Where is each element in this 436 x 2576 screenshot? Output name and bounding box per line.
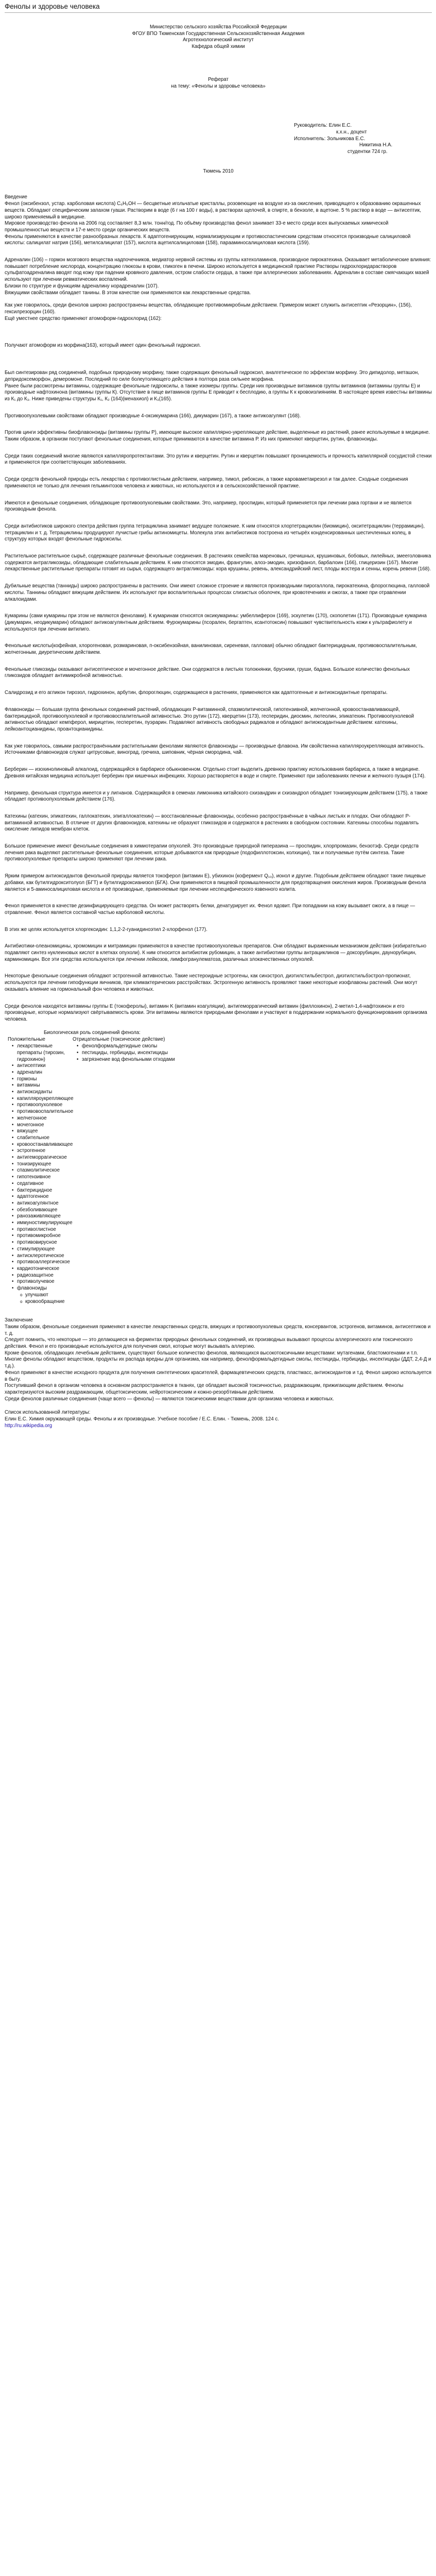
author-line: Исполнитель: Зольникова Е.С. xyxy=(294,135,365,142)
section-heading-conclusion: Заключение xyxy=(5,1317,33,1324)
body-paragraph: Адреналин (106) – гормон мозгового вещества надпочечников, медиатор нервной системы из группы катехоламинов, производное пирокатехина. Оказывает метаболические влияния: повышает потребление кислорода, концентрацию глюкозы в крови, гликоген в печени. Широко используется в медицинской практике Растворы гидрохлоридарастворов сульфатоадреналина вводят под кожу при падении кровяного давления, остром слабости сердца, а также при аллергических заболеваниях. Адреналин в составе смягчающих мазей используют при лечении ревматических воспалений. xyxy=(5,257,431,283)
bio-list-item: • загрязнение вод фенольными отходами xyxy=(77,1057,242,1063)
bio-heading: Биологическая роль соединений фенола: xyxy=(44,1029,141,1036)
bio-list-item: • противоаллергическое xyxy=(12,1259,69,1266)
body-paragraph: Ярким примером антиоксидантов фенольной природы является токоферол (витамин E), убихинон (кофермент Q₁₀), ионол и другие. Подобным действием обладают такие пищевые добавки, как бутилгидрокситолуол (БГТ) и бутилгидроксианизол (БГА). Они применяются в пищевой промышленности для предотвращения окисления жиров. Производным фенола является и 5-аминосалициловая кислота и её производные, применяемые при лечении неспецифического язвенного колита. xyxy=(5,873,426,892)
body-paragraph: Мировое производство фенола на 2006 год составляет 8,3 млн. тонн/год. По объёму производства фенол занимает 33-е место среди всех выпускаемых химической промышленностью веществ и 17-е место среди органических веществ. xyxy=(5,221,389,233)
author-line-2: Никитина Н.А. xyxy=(359,142,393,148)
bio-negative-column xyxy=(69,1037,242,1305)
bio-list-item: • адаптогенное xyxy=(12,1194,69,1200)
bio-list-item: • противовоспалительное xyxy=(12,1109,69,1115)
body-paragraph: Фенольные гликозиды оказывают антисептическое и мочегонное действие. Они содержатся в листьях толокнянки, брусники, груши, бадана. Большое количество фенольных гликозидов обладает антимикробной активностью. xyxy=(5,666,410,679)
conclusion-paragraph: Кроме фенолов, обладающих лечебным действием, существуют большое количество фенолов, являющихся высокотоксичными веществами: мутагенами, бластомогенами и т.п. Многие фенолы обладают веществом, продукты их распада вредны для организма, как например, фенолформальдегидные смолы, пестициды, гербициды, инсектициды (ДДТ, 2,4-Д и т.д.). xyxy=(5,1350,431,1369)
body-paragraph: Среди фенолов находятся витамины группы E (токоферолы), витамин K (витамин коагуляции), антигеморрагический витамин (филлохинон), 2-метил-1,4-нафтохинон и его производные, которые нормализуют свёртываемость крови. Эти витамины являются природными фенолами и участвуют в поддержании нормального функционирования организма человека. xyxy=(5,1003,427,1022)
body-paragraph: Среди средств фенольной природы есть лекарства с противоглистным действием, например, тимол, рибоксин, а также кароваметакрезол и так далее. Сходные соединения применяются не только для лечения гельминтозов человека и животных, но используются и в сельскохозяйственной практике. xyxy=(5,477,408,489)
signature-block xyxy=(5,123,432,156)
bio-list-item: • иммуностимулирующее xyxy=(12,1220,69,1227)
bio-list-item: • стимулирующее xyxy=(12,1246,69,1253)
document-page xyxy=(0,3,436,1439)
bio-positive-heading: Положительные xyxy=(8,1037,45,1043)
body-paragraph: Берберин — изохинолиновый алкалоид, содержащийся в барбарисе обыкновенном. Отдельно стоит выделить древнюю практику использования барбариса, а также в медицине. Древняя китайская медицина использует берберин при кишечных инфекциях. Хорошо растворяется в воде и спирте. Применяют при заболеваниях печени и желчного пузыря (174). xyxy=(5,767,426,779)
conclusion-section xyxy=(5,1317,432,1402)
body-paragraph: Например, фенольная структура имеется и у лигнанов. Содержащийся в семенах лимонника китайского схизандрин и схизандрол обладает тонизирующим действием (175), а также обладает противоопухолевым действием (176). xyxy=(5,790,428,803)
body-paragraph: Антибиотики-олеаномицины, хромомицин и митрамицин применяются в качестве противоопухолевых препаратов. Они обладают выраженным механизмом действия (избирательно подавляют синтез нуклеиновых кислот в клетках опухоли). К ним относится антибиотик рубомицин, а также антибиотики группы антрациклинов — доксорубицин, даунорубицин, карминомицин. Все эти средства используются при лечении лейкозов, лимфогранулематоза, различных злокачественных опухолей. xyxy=(5,943,427,962)
essay-body xyxy=(5,194,432,1023)
bio-negative-heading: Отрицательные (токсическое действие) xyxy=(73,1037,165,1043)
conclusion-paragraph: Таким образом, фенольные соединения применяют в качестве лекарственных средств, вяжущих и противоопухолевых средств, консервантов, эстрогенов, витаминов, антисептиков и т. д. xyxy=(5,1324,431,1336)
body-paragraph: Имеются и фенольные соединения, обладающие противоопухолевыми свойствами. Это, например, проспидин, который применяется при лечении рака гортани и не является производным фенола. xyxy=(5,500,412,513)
bio-list-item: o кровообращение xyxy=(12,1299,69,1306)
bio-list-item: • противомикробное xyxy=(12,1233,69,1240)
bio-list-item: • флавоноиды xyxy=(12,1285,69,1292)
body-paragraph: Катехины (катехин, эпикатехин, галлокатехин, эпигаллокатехин) — восстановленные флавоноиды, особенно распространённые в чайных листьях и плодах. Они обладают P-витаминной активностью. В отличие от других флавоноидов, катехины не образуют гликозидов и содержатся в растениях в свободном состоянии. Катехины способны подавлять окисление липидов мембран клеток. xyxy=(5,813,419,833)
source-link[interactable]: http://ru.wikipedia.org xyxy=(5,1422,53,1429)
essay-topic: на тему: «Фенолы и здоровье человека» xyxy=(171,83,266,89)
body-paragraph: Фенол применяется в качестве дезинфицирующего средства. Он может растворять белки, денатурирует их. Фенол ядовит. При попадании на кожу вызывает ожоги, а в пище — отравление. Фенол является составной частью карболовой кислоты. xyxy=(5,903,415,916)
body-paragraph: Фенолы применяются в качестве разнообразных лекарств. К адаптогенирующим, нормализирующим и противоспастическим средствам относятся производные салициловой кислоты: салицилат натрия (156), метилсалицилат (157), кислота ацетилсалициловая (158), парааминосалициловая кислота (159). xyxy=(5,233,411,246)
body-paragraph: Близки по структуре и функциям адреналину норадреналин (107). xyxy=(5,283,159,289)
bio-list-item: • кардиотоническое xyxy=(12,1266,69,1273)
bio-list-item: • противоглистное xyxy=(12,1227,69,1233)
bio-list-item: • тонизирующее xyxy=(12,1161,69,1168)
bio-list-item: • капилляроукрепляющее xyxy=(12,1096,69,1103)
conclusion-paragraph: Поступивший фенол в организм человека в основном распространяется в тканях, где обладает высокой токсичностью, раздражающим, прижигающим действием. Фенолы характеризуются высоким раздражающим, общетоксическим, нейротоксическим и кожно-резорбтивным действием. xyxy=(5,1383,404,1395)
bio-list-item: • эстрогенное xyxy=(12,1148,69,1155)
body-paragraph: Фенольные кислоты(кофейная, хлорогеновая, розмариновая, п-оксибензойная, ванилиновая, сиреневая, галловая) обычно обладают бактерицидным, противовоспалительным, желчегонным, диуретическим действием. xyxy=(5,643,417,656)
body-paragraph: Вяжущими свойствами обладает танины. В этом качестве они применяются как лекарственные средства. xyxy=(5,290,251,296)
bio-list-item: • ранозаживляющее xyxy=(12,1213,69,1220)
header-line: Агротехнологический институт xyxy=(183,37,254,43)
body-paragraph: Растительное растительное сырьё, содержащее различные фенольные соединения. В растениях семейства мареновых, гречишных, крушиновых, бобовых, лилейных, змееголовника содержатся антрагликозиды, обладающие слабительным действием. К ним относятся эмодин, франгулин, алоэ-эмодин, хризофанол, барбалоин (166), глицеризин (167). Многие лекарственные растительные препараты готовят из сырья, содержащего антрагликозиды: кора крушины, ревень, александрийский лист, плоды жостера и сенны, корень ревеня (168). xyxy=(5,553,431,572)
bio-list-item: • противолучевое xyxy=(12,1279,69,1285)
bio-list-item: • радиозащитное xyxy=(12,1273,69,1279)
bio-positive-column xyxy=(5,1037,74,1305)
bio-list-item: • витамины xyxy=(12,1082,69,1089)
body-paragraph: Ранее были рассмотрены витамины, содержащие фенольные гидроксилы, а также изомеры группы. Среди них производные витаминов группы витаминов (витамины группы Е) и производные нафтохинона (витамины группы К). Отсутствие в пище витаминов группы Е приводит к бесплодию, а группы К к кровоизлияниям. В настоящее время известны витамины из К₁ до К₃. Ниже приведены структуры К₁, К₂ (164)(менахиол) и К₃(165). xyxy=(5,383,432,402)
body-paragraph: Некоторые фенольные соединения обладают эстрогенной активностью. Такие нестероидные эстрогены, как синэстрол, диэтилстильбестрол, диэтилстильбэстрол-пропионат, используются при лечении гипофункции яичников, при климактерических расстройствах. Эстрогенную активность проявляют также некоторые изофлавоны растений. Они могут оказывать влияние на гормональный фон человека и животных. xyxy=(5,973,417,992)
bio-list-item: • гипотензивное xyxy=(12,1174,69,1181)
body-paragraph: Кумарины (сами кумарины при этом не являются фенолами). К кумаринам относятся оксикумарины: умбеллиферон (169), эскулетин (170), скополетин (171). Производные кумарина (дикумарин, неодикумарин) обладают антикоагулянтным действием. Фурокумарины (псорален, бергаптен, ксантотоксин) повышают чувствительность кожи к ультрафиолету и используются при лечении витилиго. xyxy=(5,613,427,632)
body-paragraph: Против цинги эффективны биофлавоноиды (витамины группы Р), имеющие высокое капиллярно-укрепляющее действие, выделенные из растений, ранее используемые в медицине. Таким образом, в организм поступают фенольные соединения, которые принимаются в качестве витамина Р. Из них применяют кверцетин, рутин, флавоноиды. xyxy=(5,430,430,443)
body-paragraph: Противоопухолевыми свойствами обладают производные 4-оксикумарина (166), дикумарин (167), а также антикоагулянт (168). xyxy=(5,413,301,419)
bio-list-item: • антиоксиданты xyxy=(12,1089,69,1096)
sources-section xyxy=(5,1410,432,1429)
conclusion-paragraph: Фенол применяют в качестве исходного продукта для получения синтетических красителей, фармацевтических средств, пластмасс, антиоксидантов и т.д. Фенол широко используется в быту. xyxy=(5,1369,431,1382)
bio-table xyxy=(5,1037,432,1305)
bio-list-item: • антикоагулянтное xyxy=(12,1200,69,1207)
bio-list-item: • лекарственные препараты (тирозин, гидрохинон) xyxy=(12,1043,69,1063)
body-paragraph: Большое применение имеют фенольные соединения в химиотерапии опухолей. Это производные природной пиперазина — проспидин, хлорпромазин, бензотэф. Среди средств лечения рака выделяют растительные фенольные соединения, которые добываются как природные (подофиллотоксин, колхицин), так и получаемые путём синтеза. Такие противоопухолевые препараты широко применяют при лечении рака. xyxy=(5,843,419,862)
bio-list-item: • фенолформальдегидные смолы xyxy=(77,1043,242,1050)
essay-block xyxy=(5,77,432,90)
header-line: Министерство сельского хозяйства Российской Федерации xyxy=(149,24,287,30)
section-heading-intro: Введение xyxy=(5,194,27,200)
header-line: ФГОУ ВПО Тюменская Государственная Сельскохозяйственная Академия xyxy=(132,30,305,37)
body-paragraph: Дубильные вещества (танниды) широко распространены в растениях. Они имеют сложное строение и являются производными пирогаллола, пирокатехина, флороглюцина, галловой кислоты. Таннины обладают вяжущим действием. Их используют при воспалительных процессах слизистых оболочек, при кровотечениях и ожогах, а также при отравлении алкалоидами. xyxy=(5,583,430,602)
bio-list-item: • слабительное xyxy=(12,1135,69,1142)
bio-list-item: • антигеморрагическое xyxy=(12,1155,69,1161)
bio-list-item: • противоопухолевое xyxy=(12,1102,69,1109)
body-paragraph: В этих же целях используется хлоргексидин: 1,1,2-2-гуанидиноэтил 2-хлорфенол (177). xyxy=(5,926,207,933)
body-paragraph: Среди таких соединений многие являются капилляропротектантами. Это рутин и кверцетин. Рутин и кверцетин повышают проницаемость и прочность капиллярной сосудистой стенки и применяются при соответствующих заболеваниях. xyxy=(5,453,432,466)
bio-list-item: • противовирусное xyxy=(12,1240,69,1246)
essay-label: Реферат xyxy=(208,76,229,82)
city-year: Тюмень 2010 xyxy=(203,168,234,174)
supervisor-degree: к.х.н., доцент xyxy=(336,129,367,135)
source-item: Елин Е.С. Химия окружающей среды. Фенолы и их производные. Учебное пособие / Е.С. Елин. - Тюмень, 2008. 124 с. xyxy=(5,1416,279,1422)
document-title: Фенолы и здоровье человека xyxy=(5,3,100,10)
body-paragraph: Был синтезирован ряд соединений, подобных природному морфину, также содержащих фенольный гидроксил, аналгетическое по эффектам морфину. Это дипидолор, меташон, депридоксеморфон, демеромоне. Последний по силе болеутоляющего действия в полтора раза сильнее морфина. xyxy=(5,370,420,382)
conclusion-paragraph: Среди фенолов различные соединения (чаще всего — фенолы) — являются токсическими веществами для организма человека и животных. xyxy=(5,1396,334,1402)
body-paragraph: Среди антибиотиков широкого спектра действия группа тетрациклина занимает ведущее положение. К ним относятся хлортетрациклин (биомицин), окситетрациклин (террамицин), тетрациклин и т. д. Тетрациклины продуцируют лучистые грибы актиномицеты. Молекула этих антибиотиков построена из четырёх конденсированных шестичленных колец, в структуру которых входят фенольные гидроксилы. xyxy=(5,523,425,543)
bio-list-item: • антисклеротическое xyxy=(12,1253,69,1260)
bio-list-item: • пестициды, гербициды, инсектициды xyxy=(77,1050,242,1057)
bio-list-item: • седативное xyxy=(12,1181,69,1188)
body-paragraph: Салидрозид и его агликон тирозол, гидрохинон, арбутин, флороглюцин, содержащиеся в растениях, применяются как адаптогенные и антиоксидантные препараты. xyxy=(5,690,388,696)
header-line: Кафедра общей химии xyxy=(191,44,245,50)
ministry-header xyxy=(5,24,432,50)
bio-list-item: • спазмолитическое xyxy=(12,1167,69,1174)
bio-list-item: • адреналин xyxy=(12,1070,69,1076)
body-paragraph: Как уже говорилось, среди фенолов широко распространены вещества, обладающие противомикробным действием. Примером может служить антисептик «Резорцин», (156), гексилрезорцин (160). xyxy=(5,302,412,315)
bio-list-item: o улучшают xyxy=(12,1292,69,1299)
bio-list-item: • антисептики xyxy=(12,1063,69,1070)
bio-list-item: • мочегонное xyxy=(12,1122,69,1129)
bio-list-item: • обезболивающее xyxy=(12,1207,69,1214)
body-paragraph: Как уже говорилось, самыми распространёнными растительными фенолами являются флавоноиды — производные флавона. Им свойственна капилляроукрепляющая активность. Источниками флавоноидов служат цитрусовые, виноград, гречиха, шиповник, чёрная смородина, чай. xyxy=(5,743,425,756)
author-group: студентки 724 гр. xyxy=(347,149,388,155)
supervisor-line: Руководитель: Елин Е.С. xyxy=(294,123,352,129)
bio-positive-list xyxy=(8,1043,74,1305)
body-paragraph: Получают атомоформ из морфина(163), который имеет один фенольный гидроксил. xyxy=(5,343,201,349)
bio-list-item: • кровоостанавливающее xyxy=(12,1142,69,1148)
body-paragraph: Ещё уместнее средство применяют атомоформ-гидрохлорид (162): xyxy=(5,315,162,321)
biological-role-block xyxy=(5,1030,432,1306)
bio-list-item: • вяжущее xyxy=(12,1128,69,1135)
bio-list-item: • гормоны xyxy=(12,1076,69,1083)
bio-list-item: • бактерицидное xyxy=(12,1188,69,1194)
conclusion-paragraph: Следует помнить, что некоторые — это делающиеся на ферментах природных фенольных соединений, их производных вызывают процессы аллергического или токсического действия. Фенол и его производные используются для получения смол, которые могут вызывать аллергию. xyxy=(5,1337,413,1350)
sources-heading: Список использованной литературы: xyxy=(5,1410,91,1416)
body-paragraph: Фенол (оксибензол, устар. карболовая кислота) C₆H₅OH — бесцветные игольчатые кристаллы, розовеющие на воздухе из-за окисления, приводящего к образованию окрашенных веществ. Обладают специфическим запахом гуаши. Растворим в воде (6 г на 100 г воды), в растворах щелочей, в спирте, в бензоле, в ацетоне. 5 % раствор в воде — антисептик, широко применяемый в медицине. xyxy=(5,201,422,220)
body-paragraph: Флавоноиды — большая группа фенольных соединений растений, обладающих P-витаминной, спазмолитической, гипотензивной, желчегонной, кровоостанавливающей, бактерицидной, противоопухолевой и противовоспалительной активностью. Это рутин (172), кверцетин (173), гесперидин, диосмин, лютеолин, эпикатехин. Противоопухолевой активностью обладают кемпферол, мирицетин, гесперетин, пуэрарин. Подавляют активность свободных радикалов и обладают антиоксидантным действием: катехины, лейкоантоцианидины, проантоцианидины. xyxy=(5,706,414,732)
bio-list-item: • желчегонное xyxy=(12,1115,69,1122)
bio-negative-list xyxy=(73,1043,242,1063)
